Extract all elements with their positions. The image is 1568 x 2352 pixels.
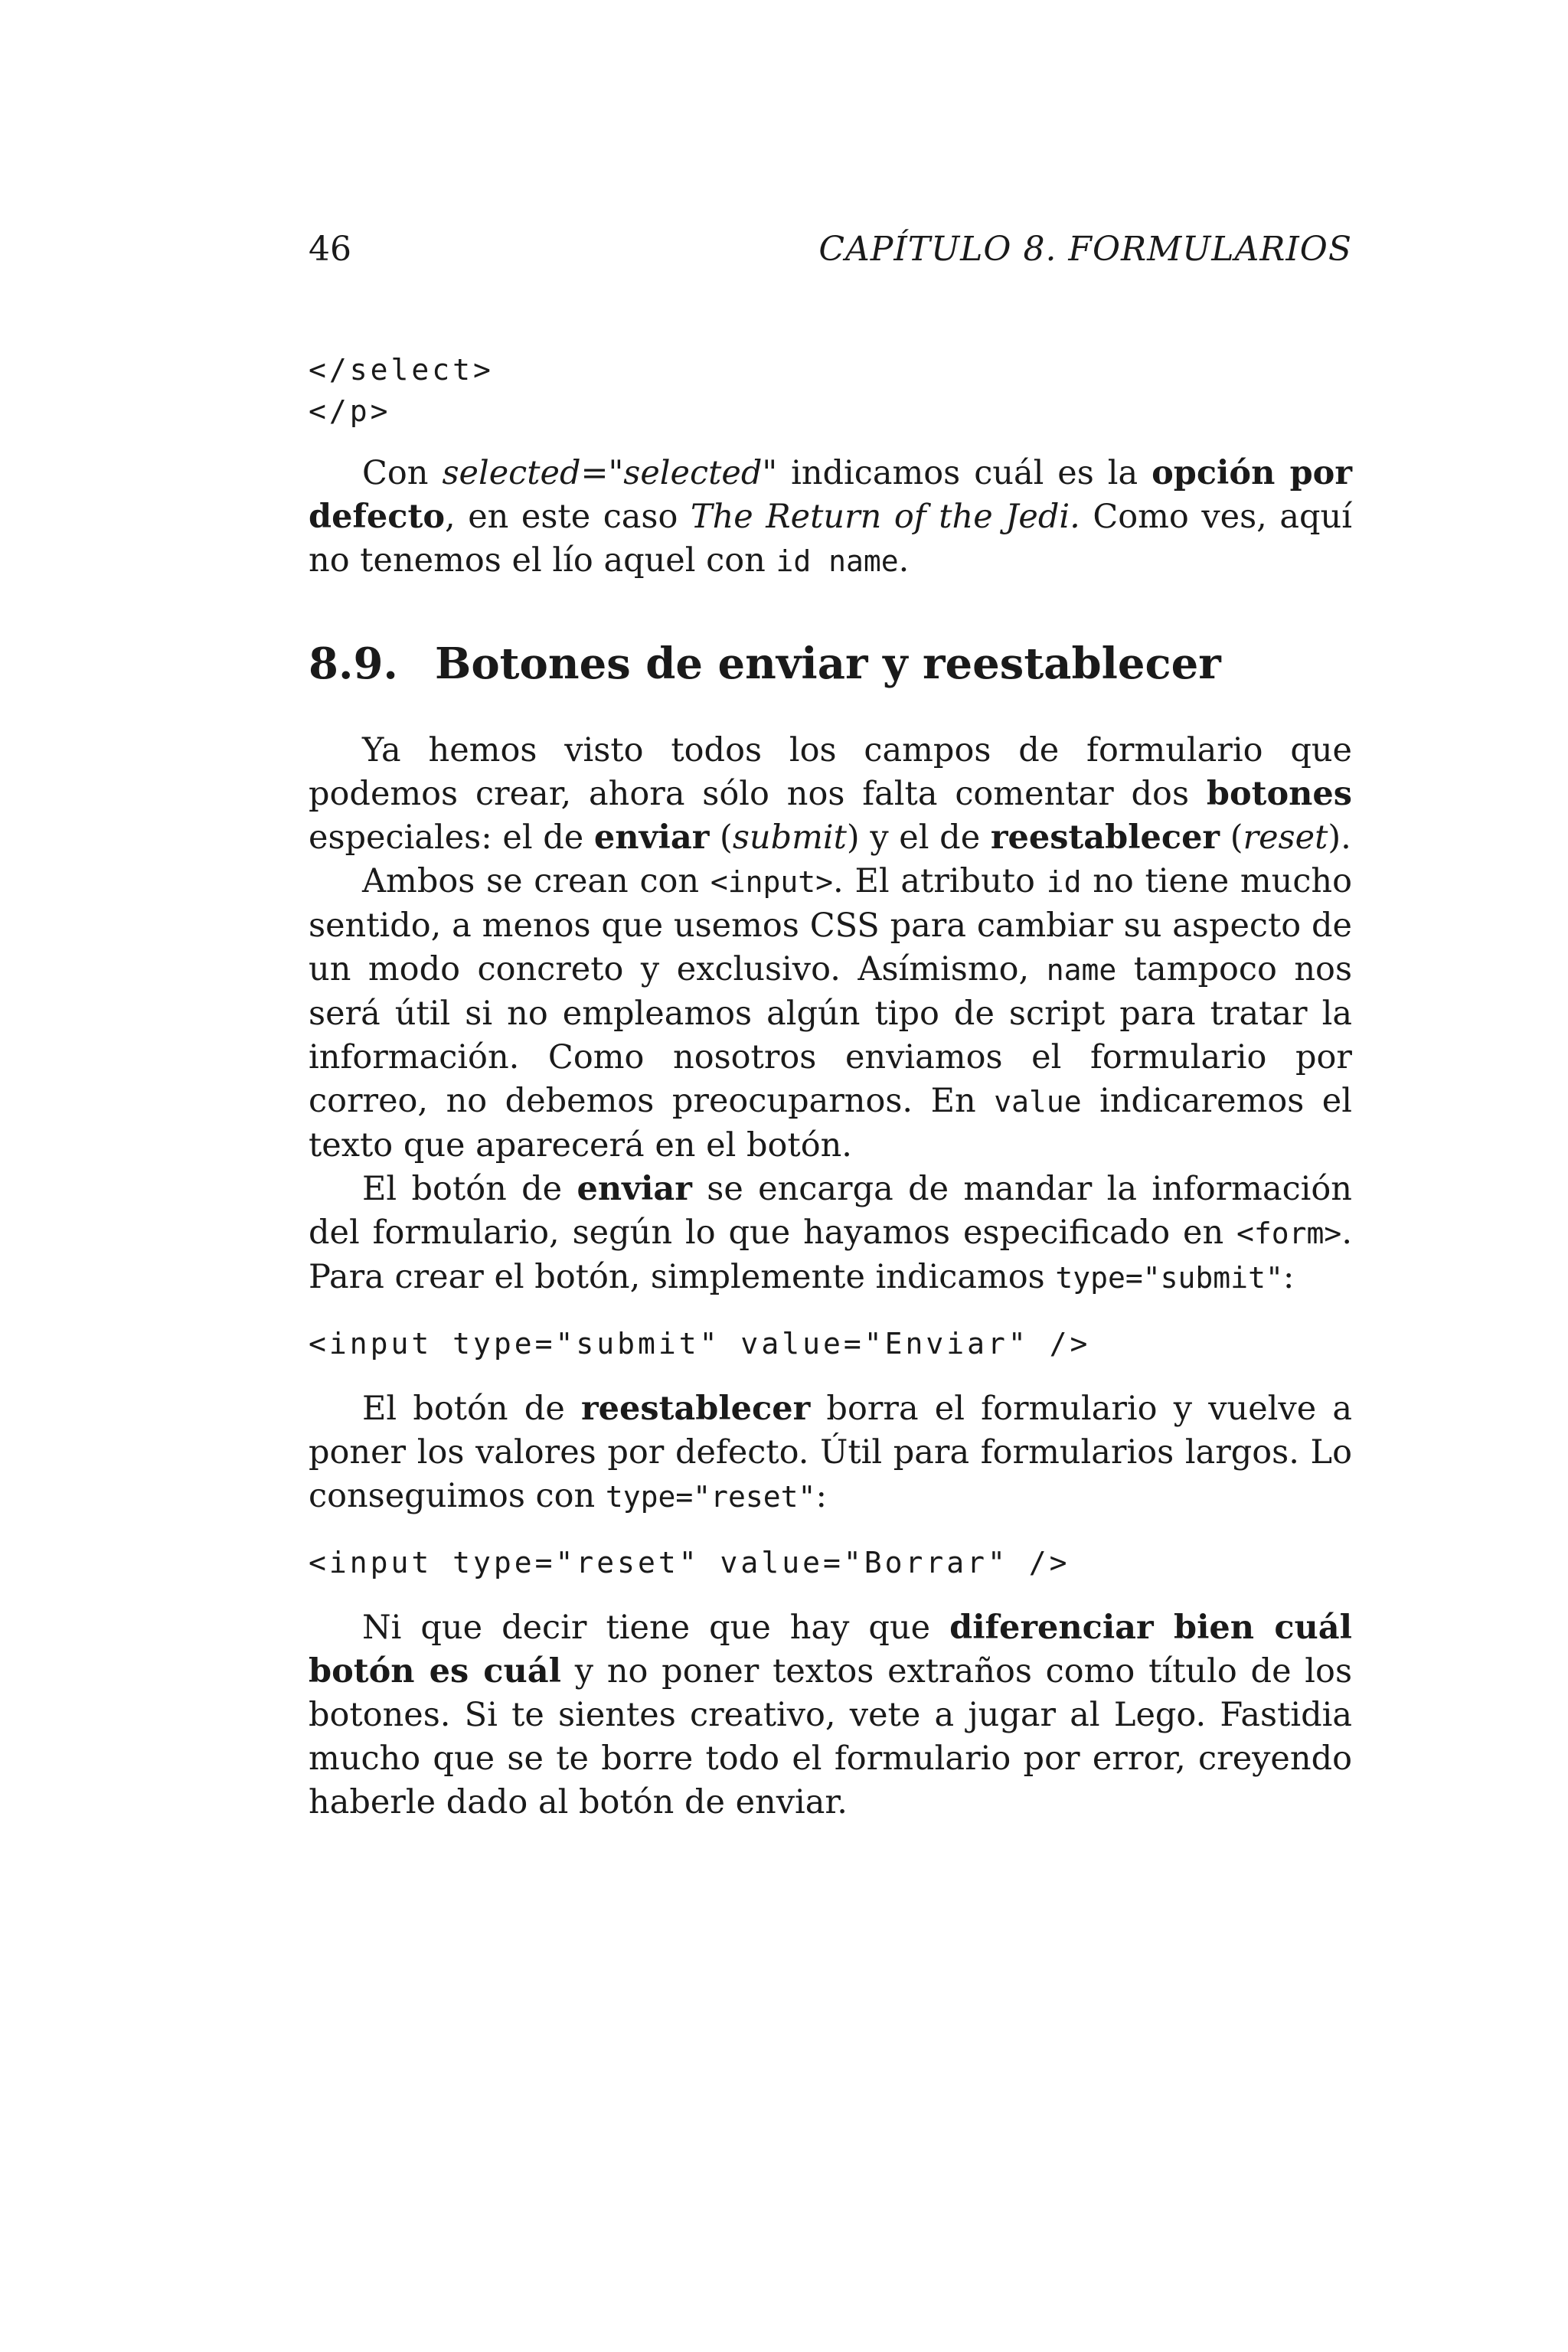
text: especiales: el de	[309, 818, 594, 857]
bold-text: reestablecer	[990, 818, 1220, 857]
italic-text: reset	[1243, 818, 1328, 857]
bold-text: diferenciar bien cuál botón es cuál	[309, 1609, 1352, 1690]
text: y no poner textos extraños como título de los botones. Si te sientes creativo, vete a jugar al Lego. Fastidia mucho que se te borre todo el formulario por error, creyendo haberle dado al botón de enviar.	[309, 1652, 1353, 1821]
bold-text: reestablecer	[580, 1390, 811, 1428]
text: :	[815, 1477, 827, 1515]
inline-code: name	[1046, 953, 1117, 987]
text: ).	[1328, 818, 1351, 857]
text: :	[1282, 1258, 1295, 1296]
inline-code: <input>	[710, 865, 834, 899]
text: tampoco nos será útil si no empleamos algún tipo de script para tratar la información. Como nosotros enviamos el formulario por correo, no debemos preocuparnos. En	[309, 950, 1353, 1120]
inline-code: id name	[776, 544, 899, 578]
text: ) y el de	[846, 818, 991, 857]
text: Como ves, aquí no tenemos el lío aquel con	[309, 498, 1352, 580]
code-block-reset: <input type="reset" value="Borrar" />	[309, 1546, 1070, 1579]
code-block-submit: <input type="submit" value="Enviar" />	[309, 1327, 1091, 1361]
bold-text: enviar	[577, 1170, 692, 1208]
text: . El atributo	[833, 862, 1047, 900]
paragraph-intro-buttons	[309, 729, 1352, 860]
paragraph-selected-option	[309, 452, 1352, 583]
inline-code: value	[994, 1085, 1082, 1119]
italic-text: selected="selected"	[442, 454, 778, 492]
inline-code: <form>	[1236, 1217, 1342, 1250]
inline-code: id	[1046, 865, 1082, 899]
italic-text: submit	[732, 818, 847, 857]
text: Ambos se crean con	[362, 862, 710, 900]
page-number: 46	[309, 230, 351, 269]
bold-text: opción por defecto	[309, 454, 1352, 536]
running-header	[309, 230, 1352, 269]
text: indicamos cuál es la	[777, 454, 1152, 492]
inline-code: type="reset"	[605, 1480, 816, 1514]
paragraph-submit-button	[309, 1168, 1352, 1300]
text: (	[1220, 818, 1243, 857]
text: El botón de	[362, 1390, 581, 1428]
text: borra el formulario y vuelve a poner los valores por defecto. Útil para formularios largos. Lo conseguimos con	[309, 1390, 1352, 1515]
text: Ya hemos visto todos los campos de formulario que podemos crear, ahora sólo nos falta comentar dos	[309, 731, 1352, 813]
section-heading	[309, 639, 1352, 689]
text: (	[709, 818, 733, 857]
text: , en este caso	[445, 498, 691, 536]
chapter-title: CAPÍTULO 8. FORMULARIOS	[818, 230, 1352, 269]
code-line: </select>	[309, 353, 494, 387]
text: indicaremos el texto que aparecerá en el botón.	[309, 1082, 1352, 1165]
paragraph-reset-button	[309, 1387, 1352, 1519]
code-line: </p>	[309, 394, 391, 428]
text: Con	[362, 454, 443, 492]
text: Ni que decir tiene que hay que	[362, 1609, 950, 1647]
section-number: 8.9.	[309, 639, 398, 689]
inline-code: type="submit"	[1055, 1261, 1283, 1295]
page-body	[309, 349, 1352, 1824]
bold-text: botones	[1206, 775, 1352, 813]
text: .	[898, 541, 910, 580]
text: no tiene mucho sentido, a menos que usemos CSS para cambiar su aspecto de un modo concreto y exclusivo. Asímismo,	[309, 862, 1353, 988]
section-title: Botones de enviar y reestablecer	[435, 639, 1221, 689]
paragraph-input-attributes	[309, 860, 1352, 1168]
italic-text: The Return of the Jedi.	[690, 498, 1080, 536]
bold-text: enviar	[593, 818, 710, 857]
paragraph-differentiate-buttons	[309, 1606, 1352, 1824]
code-block-closing-tags	[309, 349, 1352, 432]
text: El botón de	[362, 1170, 577, 1208]
text: se encarga de mandar la información del formulario, según lo que hayamos especificado en	[309, 1170, 1352, 1252]
text: . Para crear el botón, simplemente indicamos	[309, 1214, 1352, 1296]
